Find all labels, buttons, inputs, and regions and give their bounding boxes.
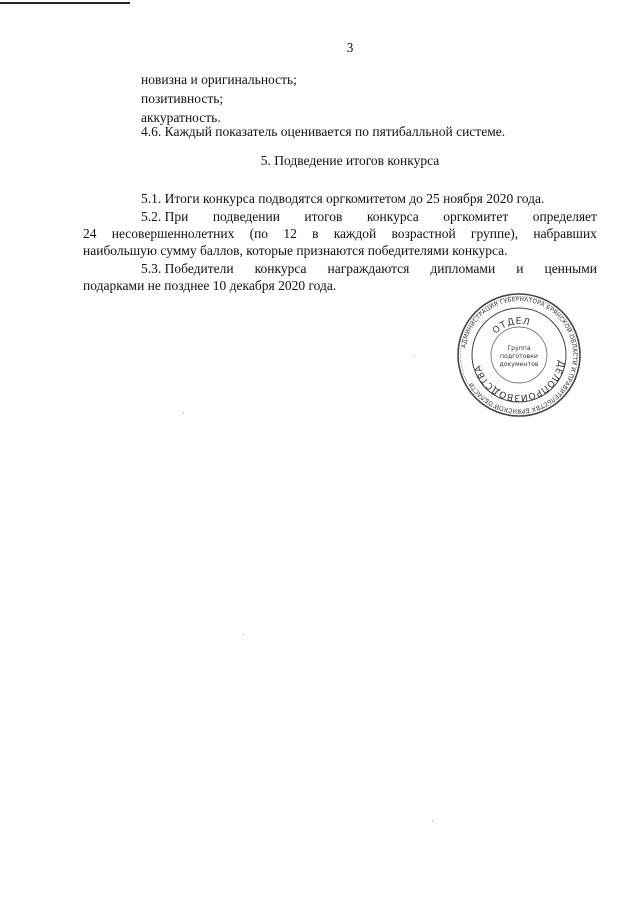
word: дипломами [430,261,496,276]
word: в [312,226,319,241]
stamp-outer-text: АДМИНИСТРАЦИЯ ГУБЕРНАТОРА БРЯНСКОЙ ОБЛАСТИ И ПРАВИТЕЛЬСТВА БРЯНСКОЙ ОБЛАСТИ [461,296,578,414]
word: несовершеннолетних [111,226,235,241]
word: конкурса [366,209,419,224]
word: и [516,261,524,276]
word: (по [249,226,269,241]
list-item: новизна и оригинальность; [141,72,297,87]
word: 5.3. Победители [141,261,234,276]
page-number: 3 [346,40,354,55]
paragraph-5-3-line-1 [141,261,597,277]
word: подведении [212,209,280,224]
word: награждаются [327,261,410,276]
paragraph-4-6: 4.6. Каждый показатель оценивается по пятибалльной системе. [141,124,506,139]
svg-text:ОТДЕЛ [491,317,531,336]
official-stamp [456,292,582,418]
paragraph-5-2-line-3: наибольшую сумму баллов, которые признаются победителями конкурса. [83,243,508,258]
stamp-center-line: документов [499,361,539,368]
word: оргкомитет [443,209,509,224]
scan-speck [243,634,244,635]
word: ценными [544,261,597,276]
paragraph-5-3-line-2: подарками не позднее 10 декабря 2020 года. [83,278,337,293]
list-item: позитивность; [141,91,224,106]
paragraph-5-1: 5.1. Итоги конкурса подводятся оргкомитетом до 25 ноября 2020 года. [141,191,545,206]
stamp-center-line: Группа [507,345,531,352]
word: возрастной [391,226,456,241]
scan-speck [414,355,415,356]
word: каждой [333,226,377,241]
scan-speck [432,820,433,821]
stamp-center-line: подготовки [500,353,538,360]
paragraph-5-2-line-2 [83,226,597,242]
word: набравших [533,226,597,241]
word: 5.2. При [141,209,189,224]
stamp-inner-ring-text: ДЕЛОПРОИЗВОДСТВА [473,359,566,403]
stamp-inner-top-text: ОТДЕЛ [491,316,532,337]
top-rule [0,2,130,4]
word: 24 [83,226,97,241]
word: 12 [283,226,297,241]
section-heading: 5. Подведение итогов конкурса [260,153,440,168]
word: конкурса [254,261,307,276]
word: определяет [532,209,597,224]
paragraph-5-2-line-1 [141,209,597,225]
scan-speck [183,412,184,413]
list-item: аккуратность. [141,110,221,125]
word: итогов [304,209,343,224]
word: группе), [470,226,519,241]
